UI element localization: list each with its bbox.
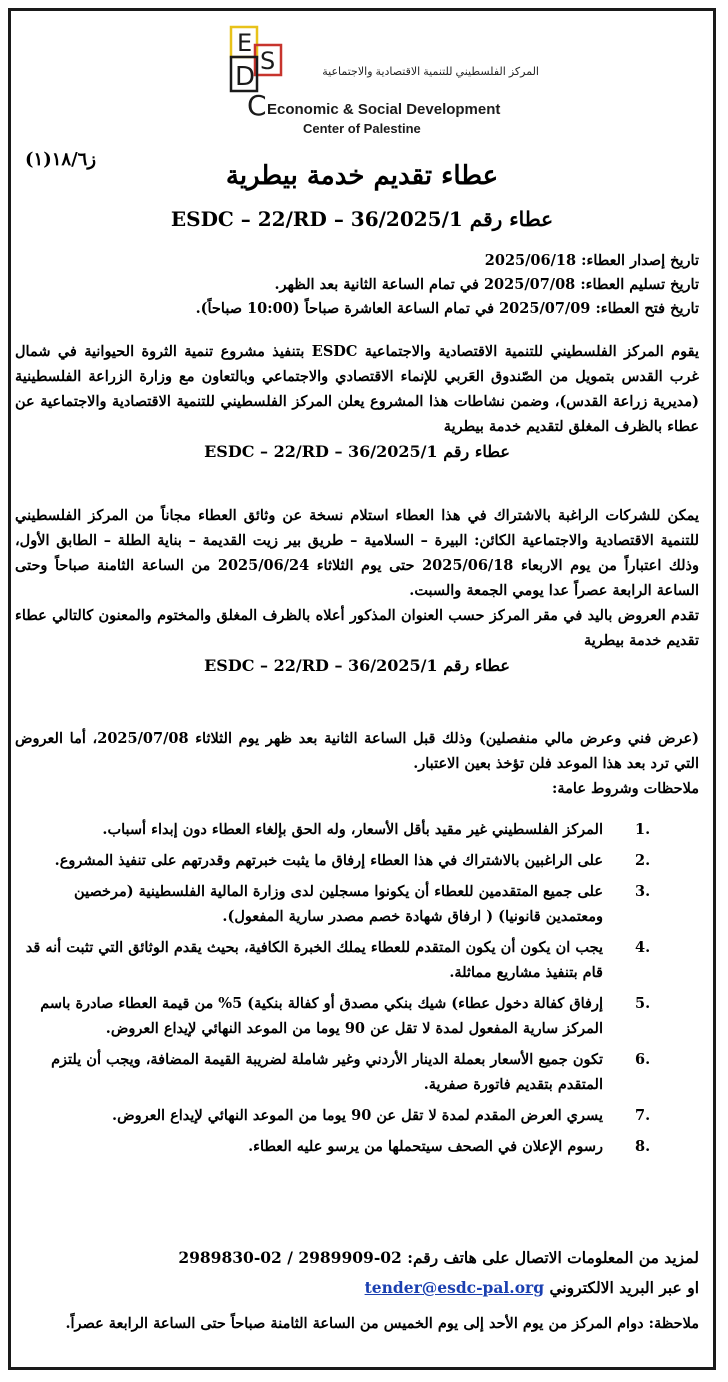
contact-email-line [15,1273,699,1303]
note-text: على الراغبين بالاشتراك في هذا العطاء إرفاق ما يثبت خبرتهم وقدرتهم على تنفيذ المشروع. [54,852,603,869]
offers-paragraph [15,726,699,801]
note-number: 4. [635,939,651,956]
note-text: رسوم الإعلان في الصحف سيتحملها من يرسو عليه العطاء. [248,1138,603,1155]
list-item [15,817,699,842]
logo-letter-d: D [235,62,256,92]
tender-dates [19,249,699,321]
note-text: على جميع المتقدمين للعطاء أن يكونوا مسجلين لدى وزارة المالية الفلسطينية (مرخصين ومعتمدين قانونيا) ( ارفاق شهادة خصم مصدر سارية المفعول). [74,883,603,925]
submission-text: تقدم العروض باليد في مقر المركز حسب العنوان المذكور أعلاه بالظرف المغلق والمختوم والمعنون كالتالي عطاء تقديم خدمة بيطرية [15,607,699,649]
list-item [15,1047,699,1097]
note-text: إرفاق كفالة دخول عطاء) شيك بنكي مصدق أو كفالة بنكية) 5% من قيمة العطاء صادرة باسم المركز سارية المفعول لمدة لا تقل عن 90 يوما من الموعد النهائي لإيداع العروض. [40,995,603,1037]
logo-arabic-name: المركز الفلسطيني للتنمية الاقتصادية والاجتماعية [322,66,539,78]
intro-tender-number: عطاء رقم 1/ESDC – 22/RD – 36/2025 [204,442,510,461]
note-number: 3. [635,883,651,900]
note-number: 2. [635,852,651,869]
email-link[interactable]: tender@esdc-pal.org [364,1278,545,1297]
reference-code: ز١٨/٦(١) [25,149,97,170]
note-number: 6. [635,1051,651,1068]
notes-heading: ملاحظات وشروط عامة: [552,780,699,797]
intro-text: يقوم المركز الفلسطيني للتنمية الاقتصادية والاجتماعية ESDC بتنفيذ مشروع تنمية الثروة الحيوانية في شمال غرب القدس بتمويل من الصّندوق العَربي للإنماء الاقتصادي والاجتماعي وبالتعاون مع وزارة الزراعة الفلسطينية (مديرية زراعة القدس)، وضمن نشاطات هذا المشروع يعلن المركز الفلسطيني للتنمية الاقتصادية والاجتماعية عن عطاء بالظرف المغلق لتقديم خدمة بيطرية [15,343,700,435]
list-item [15,991,699,1041]
note-number: 1. [635,821,651,838]
documents-paragraph [15,503,699,678]
list-item [15,879,699,929]
tender-number: عطاء رقم 1/ESDC – 22/RD – 36/2025 [170,207,554,231]
note-number: 8. [635,1138,651,1155]
issue-date: تاريخ إصدار العطاء: 2025/06/18 [484,252,699,269]
note-text: يسري العرض المقدم لمدة لا تقل عن 90 يوما من الموعد النهائي لإيداع العروض. [112,1107,603,1124]
list-item [15,1103,699,1128]
delivery-date: تاريخ تسليم العطاء: 2025/07/08 في تمام الساعة الثانية بعد الظهر. [274,276,699,293]
list-item [15,1134,699,1159]
esdc-logo [207,21,547,136]
logo-english-line2: Center of Palestine [303,121,421,136]
list-item [15,848,699,873]
intro-paragraph [15,339,699,464]
logo-letter-s: S [260,47,276,75]
note-text: يجب ان يكون أن يكون المتقدم للعطاء يملك الخبرة الكافية، بحيث يقدم الوثائق التي تثبت أنه قد قام بتنفيذ مشاريع مماثلة. [25,939,603,981]
email-label: او عبر البريد الالكتروني [549,1278,699,1297]
opening-date: تاريخ فتح العطاء: 2025/07/09 في تمام الساعة العاشرة صباحاً (10:00 صباحاً). [195,300,699,317]
contact-section [15,1243,699,1303]
logo-english-line1: Economic & Social Development [267,101,501,118]
list-item [15,935,699,985]
advertisement-frame [8,8,716,1370]
offers-text: (عرض فني وعرض مالي منفصلين) وذلك قبل الساعة الثانية بعد ظهر يوم الثلاثاء 2025/07/08، أما العروض التي ترد بعد هذا الموعد فلن تؤخذ بعين الاعتبار. [15,730,699,772]
documents-text: يمكن للشركات الراغبة بالاشتراك في هذا العطاء استلام نسخة عن وثائق العطاء مجاناً من المركز الفلسطيني للتنمية الاقتصادية والاجتماعية الكائن: البيرة – السلامية – طريق بير زيت القديمة – بناية الطلة – الطابق الأول، وذلك اعتباراً من يوم الاربعاء 2025/06/18 حتى يوم الثلاثاء 2025/06/24 من الساعة الثامنة صباحاً وحتى الساعة الرابعة عصراً عدا يومي الجمعة والسبت. [15,507,700,599]
contact-phone: لمزيد من المعلومات الاتصال على هاتف رقم: 02-2989909 / 02-2989830 [178,1248,699,1267]
note-number: 5. [635,995,651,1012]
note-text: المركز الفلسطيني غير مقيد بأقل الأسعار، وله الحق بإلغاء العطاء دون إبداء أسباب. [102,821,603,838]
logo-letter-c: C [247,89,267,121]
notes-list [15,817,699,1165]
office-hours-note: ملاحظة: دوام المركز من يوم الأحد إلى يوم الخميس من الساعة الثامنة صباحاً حتى الساعة الرابعة عصراً. [65,1315,699,1332]
submission-tender-number: عطاء رقم 1/ESDC – 22/RD – 36/2025 [204,656,510,675]
page-title: عطاء تقديم خدمة بيطرية [225,161,499,191]
note-number: 7. [635,1107,651,1124]
note-text: تكون جميع الأسعار بعملة الدينار الأردني وغير شاملة لضريبة القيمة المضافة، ويجب أن يلتزم المتقدم بتقديم فاتورة صفرية. [51,1051,603,1093]
logo-letter-e: E [237,29,253,57]
